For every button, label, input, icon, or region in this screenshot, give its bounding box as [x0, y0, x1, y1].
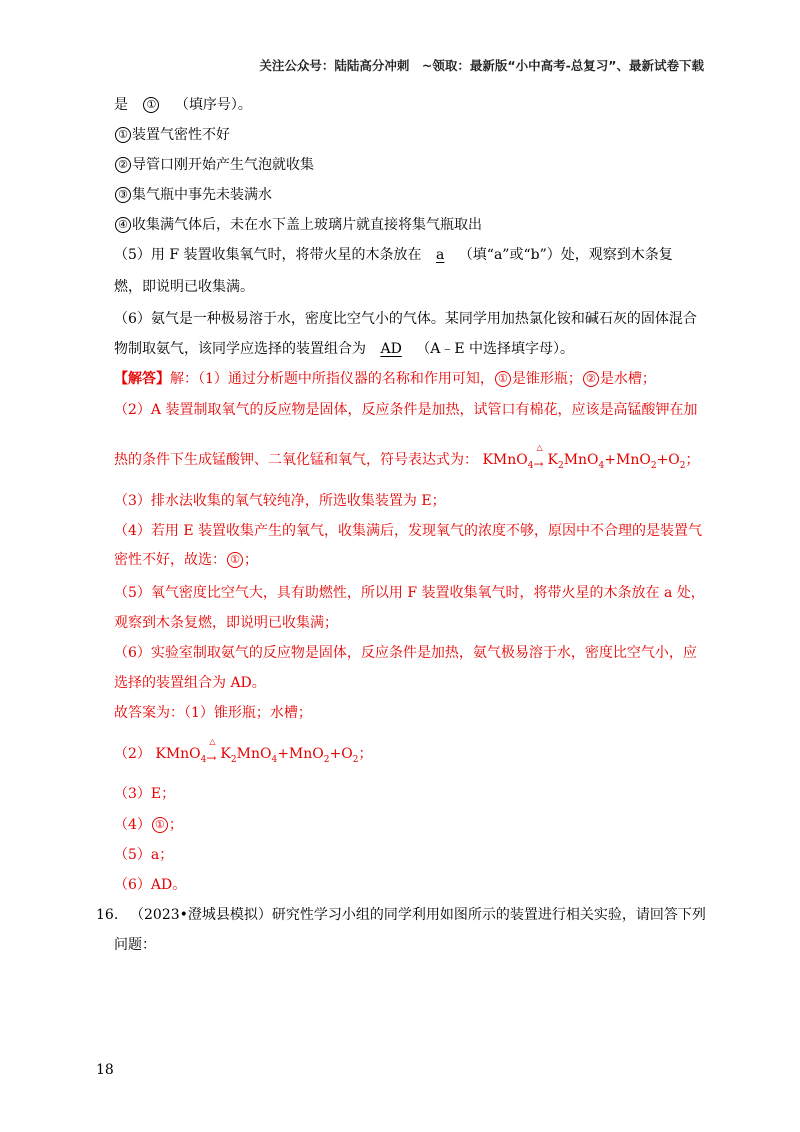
eq-end: ； [685, 452, 700, 468]
eq-sub: 2 [352, 754, 359, 765]
q16-line-1: （2023•澄城县模拟）研究性学习小组的同学利用如图所示的装置进行相关实验，请回答下列 [130, 907, 706, 923]
eq-sub: 4 [271, 754, 278, 765]
eq-arrow [533, 443, 547, 471]
solution-line-10: 选择的装置组合为 AD。 [114, 675, 266, 691]
option-number: ② [115, 157, 131, 173]
eq-reactant: KMnO [155, 746, 201, 762]
q5-answer: a [435, 247, 445, 263]
q6-line-2 [114, 339, 574, 359]
chemical-equation [155, 737, 373, 765]
answer-3: （3）E； [114, 786, 176, 802]
q5-post: （填“a”或“b”）处，观察到木条复 [458, 247, 673, 263]
eq-k: K [547, 452, 558, 468]
circled-number: ① [152, 817, 168, 833]
q6-pre: 物制取氨气，该同学应选择的装置组合为 [114, 341, 366, 357]
arrow-symbol: → [533, 457, 544, 471]
eq-end: ； [358, 746, 373, 762]
option-number: ① [115, 127, 131, 143]
solution-line-2: （2）A 装置制取氧气的反应物是固体，反应条件是加热，试管口有棉花，应该是高锰酸钾在加 [114, 402, 698, 418]
q4-stem-pre: 是 [114, 97, 128, 113]
q4-option-4 [114, 215, 482, 235]
eq-o2: +O [656, 452, 680, 468]
eq-mno2: +MnO [604, 452, 651, 468]
answer-prefix: （2） [114, 746, 151, 762]
circled-number: ② [583, 371, 599, 387]
solution-line-6 [114, 550, 258, 570]
eq-sub: 2 [230, 754, 237, 765]
eq-mno: MnO [563, 452, 599, 468]
q4-option-2 [114, 155, 314, 175]
solution-line-7: （5）氧气密度比空气大，具有助燃性，所以用 F 装置收集氧气时，将带火星的木条放在 a 处， [114, 585, 705, 601]
q6-line-1: （6）氨气是一种极易溶于水，密度比空气小的气体。某同学用加热氯化铵和碱石灰的固体混合 [114, 311, 697, 327]
answer-6: （6）AD。 [114, 877, 187, 893]
arrow-symbol: → [206, 751, 217, 765]
q6-answer: AD [380, 341, 402, 357]
eq-sub: 4 [598, 460, 605, 471]
eq-o2: +O [329, 746, 353, 762]
eq-sub: 2 [650, 460, 657, 471]
eq-arrow [206, 737, 220, 765]
answer-suffix: ； [168, 817, 183, 833]
answers-intro: 故答案为：（1）锥形瓶；水槽； [114, 705, 312, 721]
solution-text: 热的条件下生成锰酸钾、二氧化锰和氧气，符号表达式为： [114, 452, 478, 468]
option-text: 装置气密性不好 [132, 127, 230, 143]
solution-line-8: 观察到木条复燃，即说明已收集满； [114, 615, 338, 631]
solution-text: ； [244, 552, 258, 568]
q5-line-2: 燃，即说明已收集满。 [114, 279, 254, 295]
eq-reactant: KMnO [482, 452, 528, 468]
eq-sub: 4 [527, 460, 534, 471]
answer-5: （5）a； [114, 847, 174, 863]
eq-k: K [220, 746, 231, 762]
q4-answer [132, 95, 170, 115]
solution-tag: 【解答】 [114, 371, 170, 387]
option-number: ③ [115, 187, 131, 203]
solution-line-1 [114, 369, 656, 389]
solution-line-9: （6）实验室制取氨气的反应物是固体，反应条件是加热，氨气极易溶于水，密度比空气小，应 [114, 645, 697, 661]
option-text: 导管口刚开始产生气泡就收集 [132, 157, 314, 173]
q16-line-2: 问题： [114, 937, 156, 953]
option-text: 集气瓶中事先未装满水 [132, 187, 272, 203]
q5-line-1 [114, 245, 673, 265]
solution-line-4: （3）排水法收集的氧气较纯净，所选收集装置为 E； [114, 493, 446, 509]
eq-sub: 2 [323, 754, 330, 765]
eq-mno: MnO [236, 746, 272, 762]
solution-line-3 [114, 443, 700, 476]
q4-stem [114, 95, 252, 115]
eq-sub: 2 [557, 460, 564, 471]
solution-text: 解：（1）通过分析题中所指仪器的名称和作用可知， [170, 371, 494, 387]
solution-text: 是锥形瓶； [511, 371, 582, 387]
q6-post: （A﹣E 中选择填字母）。 [416, 341, 575, 357]
q4-option-3 [114, 185, 272, 205]
q5-pre: （5）用 F 装置收集氧气时，将带火星的木条放在 [114, 247, 422, 263]
circled-number: ① [495, 371, 511, 387]
answer-2 [114, 737, 373, 770]
answer-4 [114, 815, 183, 835]
circled-number: ① [227, 552, 243, 568]
chemical-equation [482, 443, 700, 471]
option-number: ④ [115, 217, 131, 233]
q16-number: 16. [96, 907, 119, 923]
q4-answer-value: ① [143, 97, 159, 113]
eq-sub: 2 [679, 460, 686, 471]
solution-text: 密性不好，故选： [114, 552, 226, 568]
q4-stem-post: （填序号）。 [174, 97, 252, 113]
q4-option-1 [114, 125, 230, 145]
eq-mno2: +MnO [277, 746, 324, 762]
heat-symbol: △ [536, 443, 543, 452]
answer-prefix: （4） [114, 817, 151, 833]
eq-sub: 4 [200, 754, 207, 765]
option-text: 收集满气体后，未在水下盖上玻璃片就直接将集气瓶取出 [132, 217, 482, 233]
solution-line-5: （4）若用 E 装置收集产生的氧气，收集满后，发现氧气的浓度不够，原因中不合理的是装置气 [114, 523, 703, 539]
solution-text: 是水槽； [599, 371, 656, 387]
heat-symbol: △ [209, 737, 216, 746]
page-number: 18 [96, 1062, 114, 1078]
page-header: 关注公众号：陆陆高分冲刺 ~领取：最新版“小中高考-总复习”、最新试卷下载 [259, 58, 704, 73]
